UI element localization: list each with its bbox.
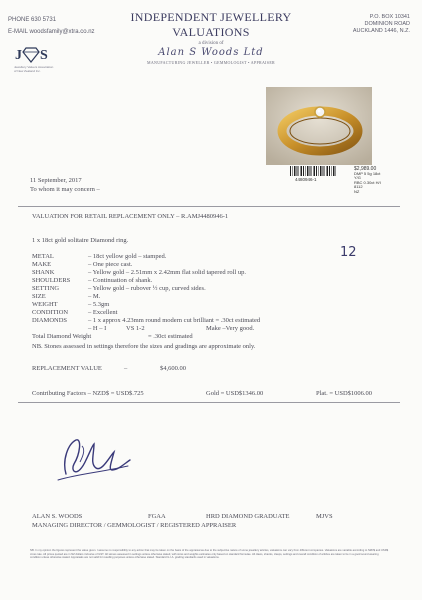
salutation: To whom it may concern –	[30, 186, 100, 193]
division-text: a division of	[198, 41, 224, 46]
street: DOMINION ROAD	[364, 21, 410, 27]
diamond-logo-icon	[14, 44, 54, 64]
price-tag	[354, 167, 384, 194]
contributing-factors: Contributing Factors – NZD$ = USD$.725	[32, 390, 144, 397]
company-name: Alan S Woods Ltd	[158, 47, 264, 58]
spec-value: – Yellow gold – rubover ½ cup, curved sides.	[88, 285, 206, 292]
brand-name: INDEPENDENT JEWELLERY VALUATIONS	[130, 10, 292, 39]
qualification-mjvs: MJVS	[316, 513, 333, 520]
diamond-colour: – H – I	[88, 325, 107, 332]
letter-date: 11 September, 2017	[30, 177, 82, 184]
spec-row	[32, 261, 133, 269]
gold-rate: Gold = USD$1346.00	[206, 390, 264, 397]
total-diamond-value: = .30ct estimated	[148, 333, 193, 340]
divider	[18, 402, 400, 403]
svg-text:S: S	[40, 48, 48, 63]
spec-label: DIAMONDS	[32, 317, 68, 324]
signatory-title: MANAGING DIRECTOR / GEMMOLOGIST / REGISTERED APPRAISER	[32, 522, 237, 529]
email-address: E-MAIL woodsfamily@xtra.co.nz	[8, 29, 95, 35]
spec-label: METAL	[32, 253, 54, 260]
spec-label: SHANK	[32, 269, 55, 276]
barcode	[290, 166, 336, 176]
spec-value: – One piece cast.	[88, 261, 133, 268]
svg-text:J: J	[15, 48, 22, 63]
phone-number: PHONE 630 5731	[8, 17, 57, 23]
spec-value: – Yellow gold – 2.51mm x 2.42mm flat solid tapered roll up.	[88, 269, 246, 276]
handwritten-note: 12	[340, 245, 357, 260]
tag-line: 8112	[354, 184, 363, 189]
spec-value: – Excellent	[88, 309, 118, 316]
signature	[52, 430, 132, 495]
divider	[18, 206, 400, 207]
spec-label: SETTING	[32, 285, 60, 292]
platinum-rate: Plat. = USD$1006.00	[316, 390, 373, 397]
tagline: MANUFACTURING JEWELLER • GEMMOLOGIST • APPRAISER	[146, 60, 276, 65]
qualification-hrd: HRD DIAMOND GRADUATE	[206, 513, 290, 520]
total-diamond-label: Total Diamond Weight	[32, 333, 92, 340]
qualification-fgaa: FGAA	[148, 513, 166, 520]
contact-block	[8, 14, 95, 38]
item-description: 1 x 18ct gold solitaire Diamond ring.	[32, 237, 129, 244]
ring-icon	[266, 87, 372, 165]
spec-row	[32, 293, 101, 301]
spec-row	[32, 253, 167, 261]
spec-value: – 1 x approx 4.23mm round modern cut brilliant = .30ct estimated	[88, 317, 261, 324]
disclaimer: NB. In my opinion the figures represent the value given. I assume no responsibility to any action that may be taken on the basis of the appraisal as due to the subjective nature of some jewellery articles, valuations can vary from different companies. Valuations are variable according to NZD$ and USD$ cross rate. All prices quoted are in NZ dollars inclusive of GST. All stones assessed in settings unless otherwise stated, with sizes and weights estimates only based on standard formulae. All claws, shanks, clasps, settings and overall condition of articles are taken to be in a good sound wearing condition unless otherwise stated. Appraisals are not valid for reselling purposes unless otherwise stated. Standard G.I.A. grading standards used in valuations.	[30, 549, 389, 560]
replacement-dash: –	[124, 365, 128, 372]
tag-line: NZ	[354, 188, 360, 194]
jvs-logo	[14, 44, 54, 73]
spec-label: CONDITION	[32, 309, 69, 316]
barcode-number: 4480946-1	[295, 177, 317, 182]
diamond-make: Make –Very good.	[206, 325, 255, 332]
spec-label: MAKE	[32, 261, 52, 268]
spec-value: – 5.3gm	[88, 301, 110, 308]
signatory-name: ALAN S. WOODS	[32, 513, 83, 520]
ring-photo	[266, 87, 372, 165]
spec-label: WEIGHT	[32, 301, 58, 308]
city: AUCKLAND 1446, N.Z.	[352, 28, 410, 34]
spec-label: SHOULDERS	[32, 277, 71, 284]
spec-value: – 18ct yellow gold – stamped.	[88, 253, 167, 260]
logo-caption: Jewellery Valuers Association of New Zealand Inc.	[14, 65, 54, 73]
spec-row	[32, 285, 206, 293]
signature-icon	[52, 430, 132, 490]
replacement-label: REPLACEMENT VALUE	[32, 365, 102, 372]
letterhead	[100, 10, 322, 65]
po-box: P.O. BOX 10341	[369, 14, 410, 20]
spec-row	[32, 309, 118, 317]
tag-line: DMP 5 5g 18ct Y/G	[354, 170, 381, 180]
postal-address	[353, 14, 410, 35]
spec-row	[32, 269, 246, 277]
tag-line: RBC 0.30ct H/I	[354, 179, 381, 185]
spec-row	[32, 301, 110, 309]
spec-row	[32, 277, 153, 285]
spec-row	[32, 317, 261, 325]
spec-value: – M.	[88, 293, 101, 300]
diamond-clarity: VS 1-2	[126, 325, 145, 332]
tag-price: $2,989.00	[354, 166, 377, 172]
spec-label: SIZE	[32, 293, 46, 300]
nb-note: NB. Stones assessed in settings therefore the sizes and gradings are approximate only.	[32, 343, 256, 350]
spec-value: – Continuation of shank.	[88, 277, 153, 284]
valuation-heading: VALUATION FOR RETAIL REPLACEMENT ONLY – R.AMJ4480946-1	[32, 213, 229, 220]
replacement-value: $4,600.00	[160, 365, 186, 372]
